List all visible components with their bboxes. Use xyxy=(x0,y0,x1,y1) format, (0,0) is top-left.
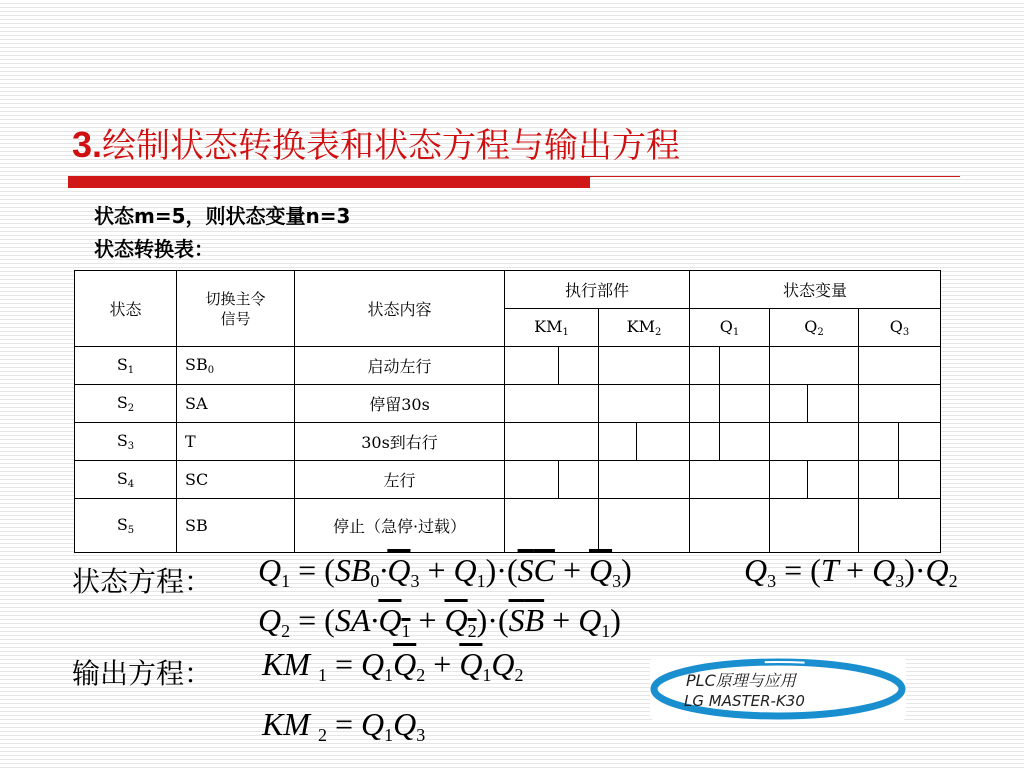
intro-line-2: 状态转换表： xyxy=(94,237,214,261)
row-state: $S_4$ xyxy=(75,461,177,499)
subheader-q3: $Q_3$ xyxy=(859,309,941,347)
cell xyxy=(599,461,690,499)
cell xyxy=(770,347,859,385)
row-content: 启动左行 xyxy=(295,347,505,385)
subheader-km1: $KM_1$ xyxy=(505,309,599,347)
row-content: 左行 xyxy=(295,461,505,499)
state-transition-table xyxy=(74,270,941,553)
cell xyxy=(770,499,859,553)
cell xyxy=(599,347,690,385)
table-row xyxy=(75,347,941,385)
cell xyxy=(690,461,770,499)
row-signal: T xyxy=(177,423,295,461)
header-content: 状态内容 xyxy=(295,271,505,347)
row-state: $S_3$ xyxy=(75,423,177,461)
cell xyxy=(859,461,899,499)
intro-line-1: 状态m=5，则状态变量n=3 xyxy=(94,204,351,228)
cell xyxy=(859,347,941,385)
cell xyxy=(599,385,690,423)
row-signal: SA xyxy=(177,385,295,423)
cell xyxy=(720,385,770,423)
cell xyxy=(505,499,599,553)
row-signal: SB xyxy=(177,499,295,553)
title-underline-bar xyxy=(68,176,590,188)
row-content: 停止（急停·过载） xyxy=(295,499,505,553)
equation-km2: KM $_2 = Q_1Q_3$ xyxy=(262,706,426,745)
equation-q1: $Q_1 = (SB_0\cdot\overline{Q}_3 + Q_1)\cdot(\overline{S}\overline{C} + \overline{Q}_3)$ xyxy=(258,552,632,591)
cell xyxy=(808,461,859,499)
table-row xyxy=(75,461,941,499)
equation-km1: KM $_1 = Q_1\overline{Q}_2 + \overline{Q}_1Q_2$ xyxy=(262,646,524,685)
header-actuators: 执行部件 xyxy=(505,271,690,309)
cell xyxy=(599,423,637,461)
cell xyxy=(637,423,690,461)
header-state-vars: 状态变量 xyxy=(690,271,941,309)
state-equation-label: 状态方程： xyxy=(72,565,213,598)
cell xyxy=(859,423,899,461)
subheader-km2: $KM_2$ xyxy=(599,309,690,347)
cell xyxy=(690,499,770,553)
cell xyxy=(720,347,770,385)
cell xyxy=(559,461,599,499)
cell xyxy=(690,423,720,461)
cell xyxy=(899,461,941,499)
title-underline-rule xyxy=(590,176,960,177)
header-state: 状态 xyxy=(75,271,177,347)
equation-q3: $Q_3 = (T + Q_3)\cdot Q_2$ xyxy=(744,552,958,591)
slide-title xyxy=(72,118,680,167)
title-number: 3. xyxy=(72,124,103,165)
cell xyxy=(808,385,859,423)
subheader-q2: $Q_2$ xyxy=(770,309,859,347)
table-row xyxy=(75,423,941,461)
cell xyxy=(599,499,690,553)
row-signal: $SB_0$ xyxy=(177,347,295,385)
title-text: 绘制状态转换表和状态方程与输出方程 xyxy=(102,126,681,166)
equation-q2: $Q_2 = (SA\cdot Q_1 + Q_2)\cdot(\overline{S}\overline{B} + Q_1)$ xyxy=(258,602,621,641)
cell xyxy=(720,423,770,461)
cell xyxy=(770,423,859,461)
cell xyxy=(770,385,808,423)
row-state: $S_5$ xyxy=(75,499,177,553)
cell xyxy=(505,423,599,461)
cell xyxy=(690,347,720,385)
cell xyxy=(690,385,720,423)
cell xyxy=(770,461,808,499)
header-row-1 xyxy=(75,271,941,309)
cell xyxy=(859,385,941,423)
header-switch-signal: 切换主令 信号 xyxy=(177,271,295,347)
logo-line-2: LG MASTER-K30 xyxy=(684,692,805,710)
table-row xyxy=(75,385,941,423)
cell xyxy=(899,423,941,461)
row-content: 30s到右行 xyxy=(295,423,505,461)
row-state: $S_1$ xyxy=(75,347,177,385)
cell xyxy=(859,499,941,553)
course-logo xyxy=(650,658,906,720)
cell xyxy=(505,385,599,423)
logo-line-1: PLC原理与应用 xyxy=(686,671,796,690)
row-content: 停留30s xyxy=(295,385,505,423)
row-state: $S_2$ xyxy=(75,385,177,423)
table-row xyxy=(75,499,941,553)
cell xyxy=(505,461,559,499)
row-signal: SC xyxy=(177,461,295,499)
output-equation-label: 输出方程： xyxy=(72,657,213,690)
cell xyxy=(559,347,599,385)
cell xyxy=(505,347,559,385)
subheader-q1: $Q_1$ xyxy=(690,309,770,347)
